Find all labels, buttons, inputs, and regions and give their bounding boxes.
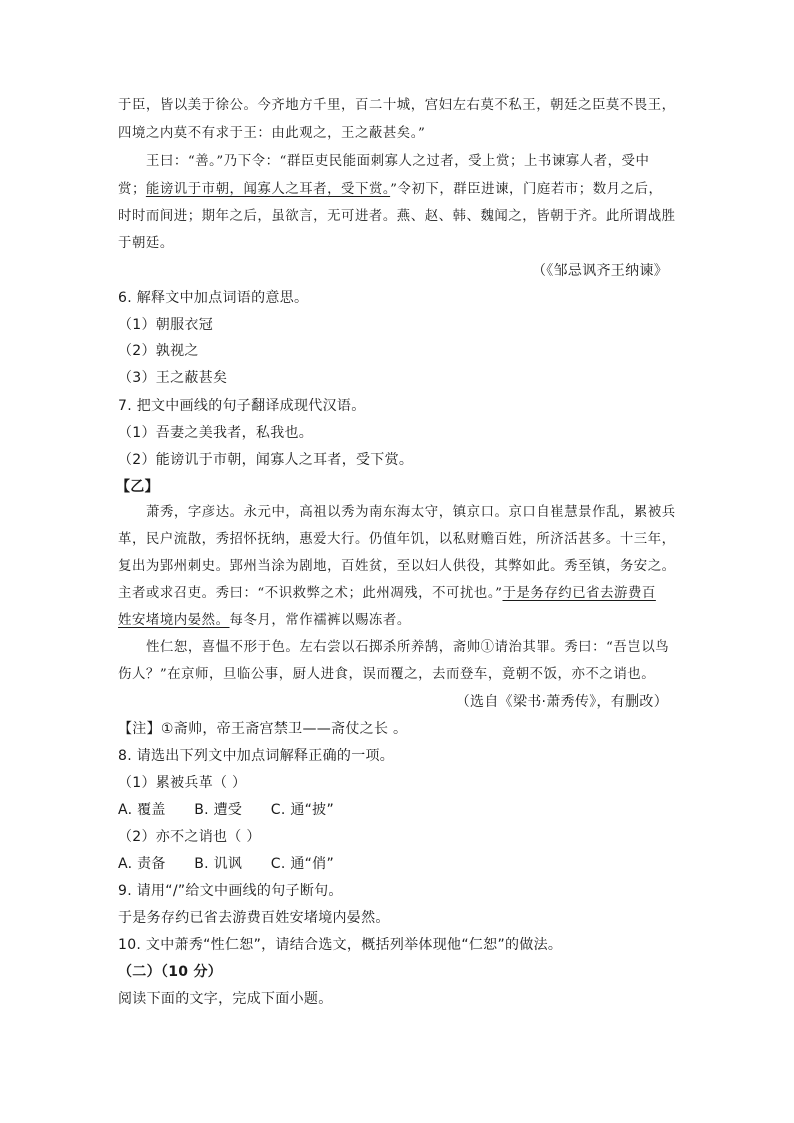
- underlined-sentence-b-part-1: 于是务存约已省去游费百: [502, 586, 656, 601]
- question-6: 6. 解释文中加点词语的意思。: [118, 290, 309, 306]
- question-7-item-2: （2）能谤讥于市朝，闻寡人之耳者，受下赏。: [118, 452, 414, 468]
- question-8-item-2: （2）亦不之诮也（ ）: [118, 829, 261, 845]
- passage-a-line-2: 四境之内莫不有求于王：由此观之，王之蔽甚矣。”: [118, 126, 426, 141]
- question-8: 8. 请选出下列文中加点词解释正确的一项。: [118, 748, 395, 764]
- question-10: 10. 文中萧秀“性仁恕”，请结合选文，概括列举体现他“仁恕”的做法。: [118, 937, 563, 953]
- question-7: 7. 把文中画线的句子翻译成现代汉语。: [118, 398, 366, 414]
- underlined-sentence-a: 能谤讥于市朝，闻寡人之耳者，受下赏。: [145, 182, 391, 197]
- question-8-item-1: （1）累被兵革（ ）: [118, 775, 247, 791]
- question-6-item-2: （2）孰视之: [118, 343, 199, 359]
- passage-b-source: （选自《梁书·萧秀传》，有删改）: [455, 694, 668, 710]
- passage-b-heading: 【乙】: [116, 479, 159, 495]
- question-7-item-1: （1）吾妻之美我者，私我也。: [118, 425, 314, 441]
- passage-b-note: 【注】①斋帅，帝王斋宫禁卫——斋仗之长 。: [118, 721, 408, 737]
- passage-b-line-7: 伤人？”在京师，旦临公事，厨人进食，误而覆之，去而登车，竟朝不饭，亦不之诮也。: [118, 667, 656, 682]
- section-2-heading: （二）（10 分）: [118, 964, 223, 980]
- passage-a-line-4-rest: ”令初下，群臣进谏，门庭若市；数月之后，: [390, 182, 663, 197]
- question-6-item-1: （1）朝服衣冠: [118, 317, 214, 333]
- passage-a-line-4-plain: 赏；: [118, 182, 146, 197]
- passage-a-line-4: [118, 180, 662, 200]
- passage-b-line-4: [118, 584, 656, 604]
- question-9-text: 于是务存约已省去游费百姓安堵境内晏然。: [118, 910, 390, 926]
- question-6-item-3: （3）王之蔽甚矣: [118, 370, 228, 386]
- passage-b-line-1: 萧秀，字彦达。永元中，高祖以秀为南东海太守，镇京口。京口自崔慧景作乱，累被兵: [146, 505, 676, 520]
- passage-b-line-6: 性仁恕，喜愠不形于色。左右尝以石掷杀所养鹄，斋帅①请治其罪。秀曰：“吾岂以鸟: [146, 640, 670, 655]
- passage-b-line-2: 革，民户流散，秀招怀抚纳，惠爱大行。仍值年饥，以私财赡百姓，所济活甚多。十三年，: [118, 532, 676, 547]
- section-2-instruction: 阅读下面的文字，完成下面小题。: [118, 991, 333, 1007]
- passage-b-line-5-rest: 每冬月，常作襦裤以赐冻者。: [229, 613, 411, 628]
- underlined-sentence-b-part-2: 姓安堵境内晏然。: [118, 613, 230, 628]
- passage-a-line-6: 于朝廷。: [118, 236, 174, 251]
- passage-b-line-5: [118, 611, 411, 631]
- question-9: 9. 请用“/”给文中画线的句子断句。: [118, 883, 343, 899]
- passage-a-line-5: 时时而间进；期年之后，虽欲言，无可进者。燕、赵、韩、魏闻之，皆朝于齐。此所谓战胜: [118, 209, 676, 224]
- question-8-item-2-options: A. 责备 B. 讥讽 C. 通“俏”: [118, 856, 335, 872]
- question-8-item-1-options: A. 覆盖 B. 遭受 C. 通“披”: [118, 802, 335, 818]
- passage-a-source: （《邹忌讽齐王纳谏》: [532, 263, 668, 279]
- passage-b-line-4-plain: 主者或求召吏。秀曰：“不识救弊之术；此州凋残，不可扰也。”: [118, 586, 503, 601]
- passage-a-line-3: 王曰：“善。”乃下令：“群臣吏民能面刺寡人之过者，受上赏；上书谏寡人者，受中: [146, 154, 650, 169]
- passage-b-line-3: 复出为郢州刺史。郢州当涂为剧地，百姓贫，至以妇人供役，其弊如此。秀至镇，务安之。: [118, 559, 676, 574]
- passage-a-line-1: 于臣，皆以美于徐公。今齐地方千里，百二十城，宫妇左右莫不私王，朝廷之臣莫不畏王，: [118, 98, 676, 113]
